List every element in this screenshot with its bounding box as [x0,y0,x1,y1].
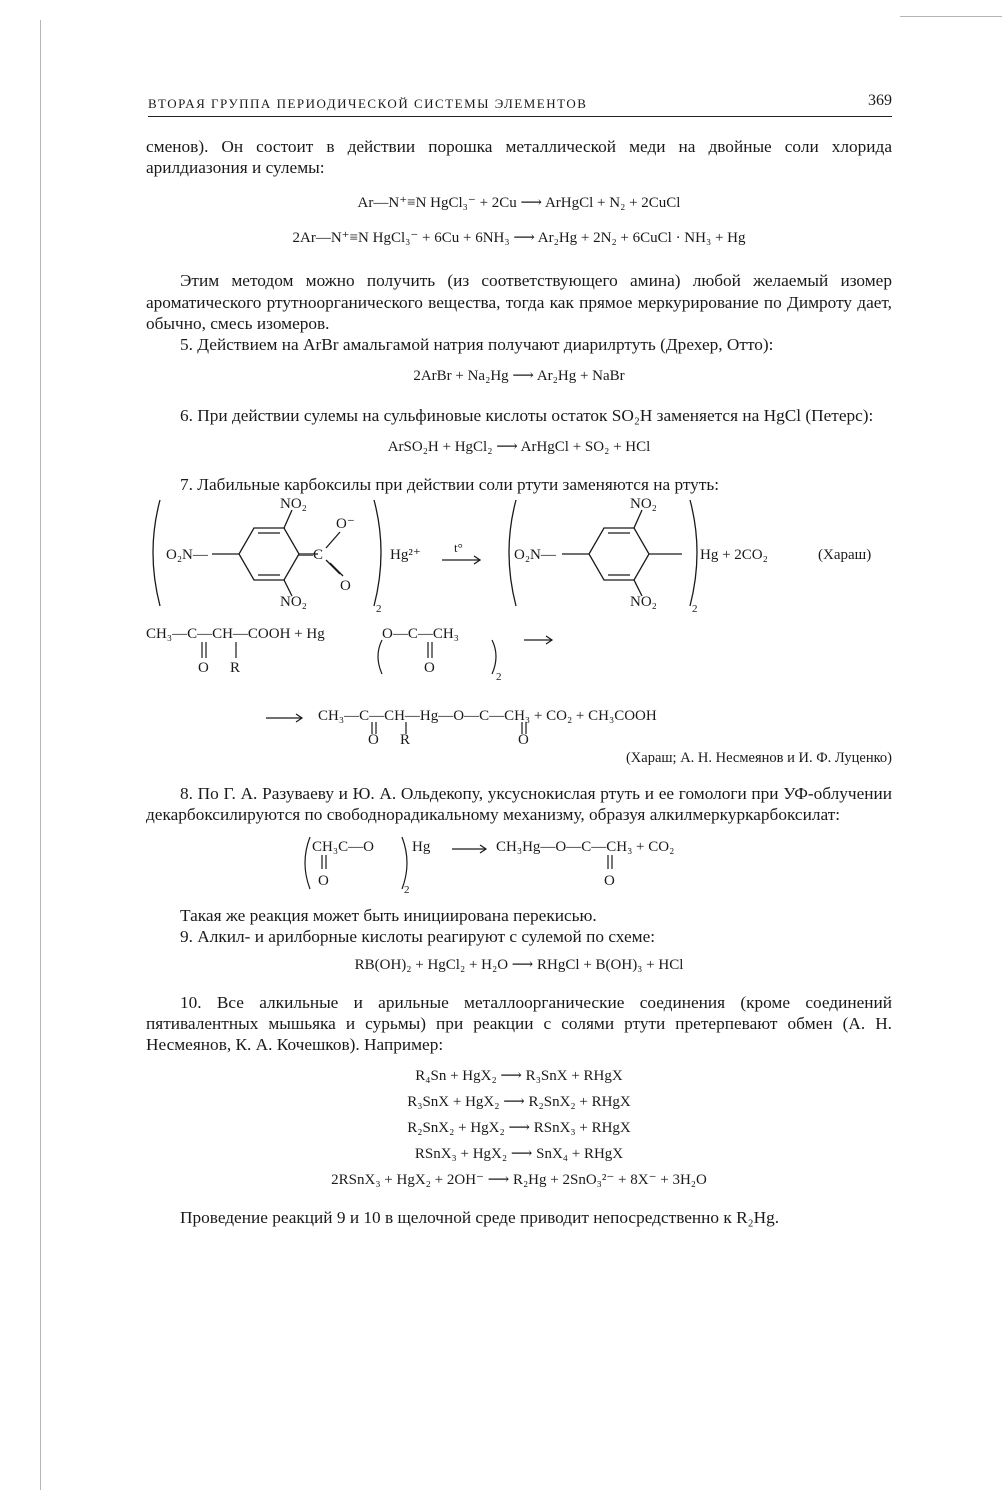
razuvaev-acetate: CH₃C—O [312,839,374,856]
paragraph-isomers: Этим методом можно получить (из соответствующего амина) любой желаемый изомер ароматического ртутноорганического вещества, тогда как прямое меркурирование по Димроту дает, обычно, смесь изомеров. [146,271,892,333]
kharash-o-minus: O⁻ [336,515,355,532]
ketoacid-subscript: 2 [496,670,502,683]
ketoacid-o-1: O [198,659,209,676]
ketoacid-o-2: O [424,659,435,676]
scan-edge-left [40,20,41,1490]
paragraph-item-7: 7. Лабильные карбоксилы при действии соли ртути заменяются на ртуть: [180,475,720,495]
paragraph-item-8: 8. По Г. А. Разуваеву и Ю. А. Ольдекопу, уксуснокислая ртуть и ее гомологи при УФ-облучении декарбоксилируются по свободнорадикальному механизму, образуя алкилмеркуркарбоксилат: [146,783,892,825]
tin-exchange-equations [146,1063,892,1193]
kharash-carboxylate-c: —C [298,546,324,563]
kharash-no2-top-right: NO₂ [630,495,657,512]
razuvaev-o-1: O [318,873,329,890]
razuvaev-product: CH₃Hg—O—C—CH₃ + CO₂ [496,839,675,856]
ketoacid-r-2: R [400,731,411,744]
kharash-no2-top-left: NO₂ [280,495,307,512]
kharash-no2-bottom-right: NO₂ [630,593,657,610]
kharash-hg2plus: Hg²⁺ [390,546,421,563]
paragraph-item-5: 5. Действием на ArBr амальгамой натрия получают диарилртуть (Дрехер, Отто): [180,335,774,355]
equation-drecher: 2ArBr + Na₂Hg ⟶ Ar₂Hg + NaBr [413,368,625,385]
kharash-o2n-left: O₂N— [166,546,208,563]
kharash-product: Hg + 2CO₂ [700,546,768,563]
ketoacid-product: CH₃—C—CH—Hg—O—C—CH₃ + CO₂ + CH₃COOH [318,707,657,724]
kharash-subscript-right: 2 [692,602,698,614]
equation-tin-3: R₂SnX₂ + HgX₂ ⟶ RSnX₃ + RHgX [407,1120,631,1137]
equation-boron: RB(OH)₂ + HgCl₂ + H₂O ⟶ RHgCl + B(OH)₃ + HCl [354,956,684,973]
paragraph-peroxide: Такая же реакция может быть инициирована перекисью. [180,906,597,926]
equation-tin-5: 2RSnX₃ + HgX₂ + 2OH⁻ ⟶ R₂Hg + 2SnO₃²⁻ + 8X⁻ + 3H₂O [331,1172,707,1189]
paragraph-item-9: 9. Алкил- и арилборные кислоты реагируют с сулемой по схеме: [180,927,656,947]
equation-tin-1: R₄Sn + HgX₂ ⟶ R₃SnX + RHgX [415,1068,623,1085]
ketoacid-r-1: R [230,659,241,676]
equation-peters: ArSO₂H + HgCl₂ ⟶ ArHgCl + SO₂ + HCl [387,439,651,456]
page-body [146,136,892,1228]
razuvaev-scheme [146,831,892,895]
kharash-o2n-right: O₂N— [514,546,556,563]
paragraph-conclusion: Проведение реакций 9 и 10 в щелочной среде приводит непосредственно к R₂Hg. [180,1208,780,1228]
kharash-no2-bottom-left: NO₂ [280,593,307,610]
razuvaev-hg: Hg [412,839,431,856]
ketoacid-reactant: CH₃—C—CH—COOH + Hg [146,625,325,642]
ketoacid-acetate: O—C—CH₃ [382,625,459,642]
ketoacid-o-4: O [518,731,529,744]
razuvaev-o-2: O [604,873,615,890]
diazonium-equations [146,186,892,256]
equation-tin-2: R₃SnX + HgX₂ ⟶ R₂SnX₂ + RHgX [407,1094,631,1111]
kharash-author: (Хараш) [818,546,872,563]
kharash-subscript-left: 2 [376,602,382,614]
running-title: ВТОРАЯ ГРУППА ПЕРИОДИЧЕСКОЙ СИСТЕМЫ ЭЛЕМЕНТОВ [148,96,588,111]
kharash-o-double: O [340,577,351,594]
ketoacid-scheme [146,618,892,744]
razuvaev-subscript: 2 [404,884,410,896]
equation-tin-4: RSnX₃ + HgX₂ ⟶ SnX₄ + RHgX [414,1146,624,1163]
kharash-scheme [146,496,892,614]
kharash-heat: t° [454,539,463,555]
scan-edge-top [900,16,1002,17]
equation-diazo-2: 2Ar—N⁺≡N HgCl₃⁻ + 6Cu + 6NH₃ ⟶ Ar₂Hg + 2N₂ + 6CuCl · NH₃ + Hg [292,230,746,247]
page-number: 369 [868,92,892,109]
equation-diazo-1: Ar—N⁺≡N HgCl₃⁻ + 2Cu ⟶ ArHgCl + N₂ + 2CuCl [357,195,681,212]
ketoacid-o-3: O [368,731,379,744]
ketoacid-reference: (Хараш; А. Н. Несмеянов и И. Ф. Луценко) [625,749,892,766]
running-header [148,92,892,117]
paragraph-item-10: 10. Все алкильные и арильные металлоорганические соединения (кроме соединений пятивалентных мышьяка и сурьмы) при реакции с солями ртути претерпевают обмен (А. Н. Несмеянов, К. А. Кочешков). Например: [146,992,892,1055]
paragraph-item-6: 6. При действии сулемы на сульфиновые кислоты остаток SO₂H заменяется на HgCl (Петерс): [180,406,874,426]
paragraph-intro: сменов). Он состоит в действии порошка металлической меди на двойные соли хлорида арилдиазония и сулемы: [146,137,892,178]
